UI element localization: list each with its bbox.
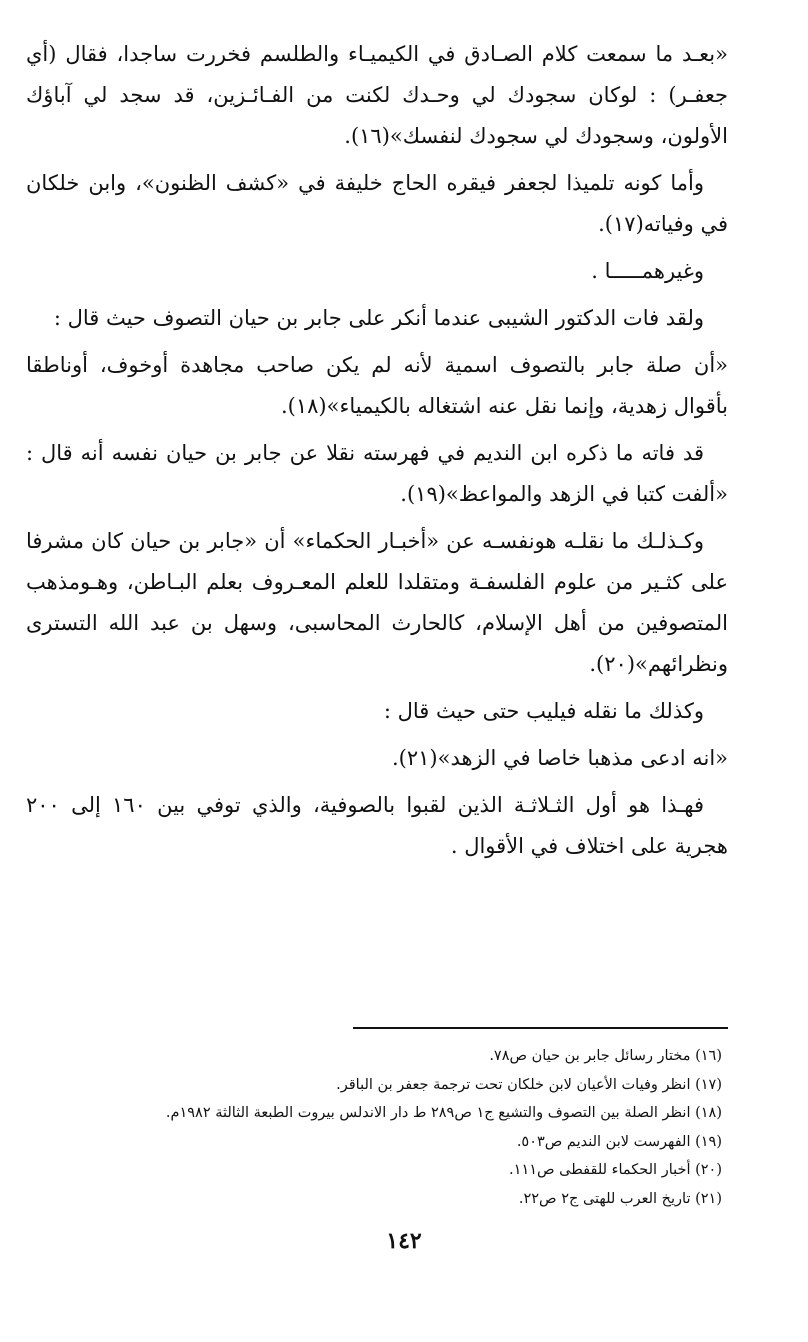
paragraph-student-of-jafar: وأما كونه تلميذا لجعفر فيقره الحاج خليفة في «كشف الظنون»، وابن خلكان في وفياته(١٧).	[26, 171, 728, 236]
paragraph-quote-sadiq: «بعـد ما سمعت كلام الصـادق في الكيميـاء والطلسم فخررت ساجدا، فقال (أي جعفـر) : لوكان سجودك لي وحـدك لكنت من الفـائـزين، قد سجد لي آباؤك الأولون، وسجودك لي سجودك لنفسك»(١٦).	[26, 42, 728, 148]
paragraph-conclusion: فهـذا هو أول الثـلاثـة الذين لقبوا بالصوفية، والذي توفي بين ١٦٠ إلى ٢٠٠ هجرية على اختلاف في الأقوال .	[26, 793, 728, 858]
paragraph-akhbar-hukama: وكـذلـك ما نقلـه هونفسـه عن «أخبـار الحكماء» أن «جابر بن حيان كان مشرفا على كثـير من علوم الفلسفـة ومتقلدا للعلم المعـروف بعلم البـاطن، وهـومذهب المتصوفين من أهل الإسلام، كالحارث المحاسبى، وسهل بن عبد الله التسترى ونظرائهم»(٢٠).	[26, 529, 728, 676]
paragraph-shaibi-denial: ولقد فات الدكتور الشيبى عندما أنكر على جابر بن حيان التصوف حيث قال :	[53, 306, 704, 330]
paragraph-ibn-nadim: قد فاته ما ذكره ابن النديم في فهرسته نقلا عن جابر بن حيان نفسه أنه قال : «ألفت كتبا في الزهد والمواعظ»(١٩).	[26, 441, 728, 506]
footnote-17: (١٧) انظر وفيات الأعيان لابن خلكان تحت ترجمة جعفر بن الباقر.	[336, 1076, 722, 1093]
footnotes	[40, 1042, 722, 1213]
main-text	[26, 34, 728, 873]
page-number: ١٤٢	[386, 1228, 422, 1254]
footnote-divider	[353, 1027, 728, 1029]
footnote-21: (٢١) تاريخ العرب للهتى ج٢ ص٢٢.	[518, 1190, 722, 1207]
footnote-20: (٢٠) أخبار الحكماء للقفطى ص١١١.	[509, 1162, 722, 1178]
footnote-18: (١٨) انظر الصلة بين التصوف والتشيع ج١ ص٢٨٩ ط دار الاندلس بيروت الطبعة الثالثة ١٩٨٢م.	[165, 1105, 722, 1121]
footnote-16: (١٦) مختار رسائل جابر بن حيان ص٧٨.	[489, 1048, 722, 1064]
paragraph-quote-hitti: «انه ادعى مذهبا خاصا في الزهد»(٢١).	[391, 746, 728, 770]
paragraph-and-others: وغيرهمـــــا .	[591, 259, 704, 283]
paragraph-philip-hitti: وكذلك ما نقله فيليب حتى حيث قال :	[383, 699, 704, 723]
footnote-19: (١٩) الفهرست لابن النديم ص٥٠٣.	[516, 1133, 722, 1150]
paragraph-quote-shaibi: «أن صلة جابر بالتصوف اسمية لأنه لم يكن صاحب مجاهدة أوخوف، أوناطقا بأقوال زهدية، وإنما نقل عنه اشتغاله بالكيمياء»(١٨).	[26, 353, 728, 418]
